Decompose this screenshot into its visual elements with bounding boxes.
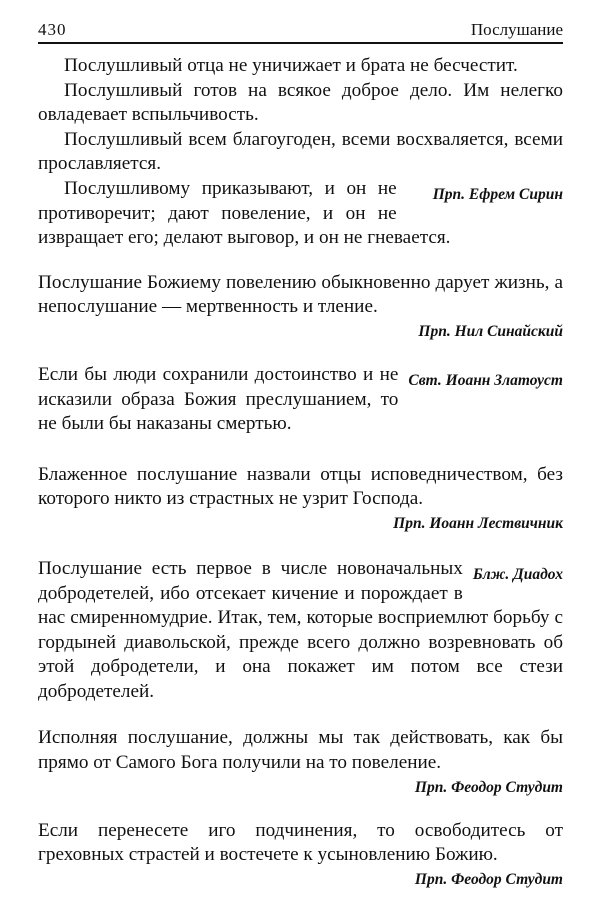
quote-block (38, 463, 563, 535)
quote-block (38, 726, 563, 798)
quote-text: Если бы люди сохранили достоинство и не исказили образа Божия преслушанием, то не были бы наказаны смертью. (38, 363, 399, 435)
quote-text: Послушливому приказывают, и он не противоречит; дают повеление, и он не извращает его; делают выговор, и он не гневается. (38, 177, 451, 249)
quote-block (38, 819, 563, 891)
quote-attribution: Блж. Диадох (472, 565, 563, 583)
quote-block (38, 363, 563, 437)
quote-attribution: Прп. Феодор Студит (414, 778, 563, 796)
running-title: Послушание (470, 20, 563, 39)
quote-paragraph: Послушание Божиему повелению обыкновенно дарует жизнь, а непослушание — мертвенность и тление. (38, 271, 563, 318)
quote-attribution: Свт. Иоанн Златоуст (408, 371, 563, 389)
quote-text: Послушание есть первое в числе новоначальных добродетелей, ибо отсекает кичение и порождает в нас смиренномудрие. Итак, тем, которые восприемлют борьбу с гордыней диавольской, прежде всего должно возревновать об этой добродетели, и она покажет им потом все стези добродетелей. (38, 557, 563, 702)
page-number: 430 (38, 20, 67, 39)
quote-paragraph: Послушливый всем благоугоден, всеми восхваляется, всеми прославляется. (38, 128, 563, 175)
quote-attribution: Прп. Нил Синайский (418, 322, 563, 340)
page-body (38, 54, 563, 891)
quote-attribution: Прп. Феодор Студит (414, 870, 563, 888)
quote-paragraph: Послушливый отца не уничижает и брата не бесчестит. (64, 55, 518, 76)
quote-block (38, 54, 563, 251)
quote-paragraph: Если перенесете иго подчинения, то освободитесь от греховных страстей и востечете к усыновлению Божию. (38, 819, 563, 866)
quote-paragraph (38, 557, 563, 705)
quote-paragraph: Исполняя послушание, должны мы так действовать, как бы прямо от Самого Бога получили на то повеление. (38, 727, 563, 774)
quote-attribution: Прп. Ефрем Сирин (432, 185, 563, 203)
quote-paragraph: Послушливый готов на всякое доброе дело. Им нелегко овладевает вспыльчивость. (38, 79, 563, 126)
quote-block (38, 271, 563, 343)
quote-paragraph (38, 177, 563, 251)
page-header (38, 18, 563, 44)
quote-paragraph: Блаженное послушание назвали отцы исповедничеством, без которого никто из страстных не узрит Господа. (38, 463, 563, 510)
quote-block (38, 557, 563, 705)
quote-paragraph (38, 363, 563, 437)
quote-attribution: Прп. Иоанн Лествичник (393, 514, 563, 532)
